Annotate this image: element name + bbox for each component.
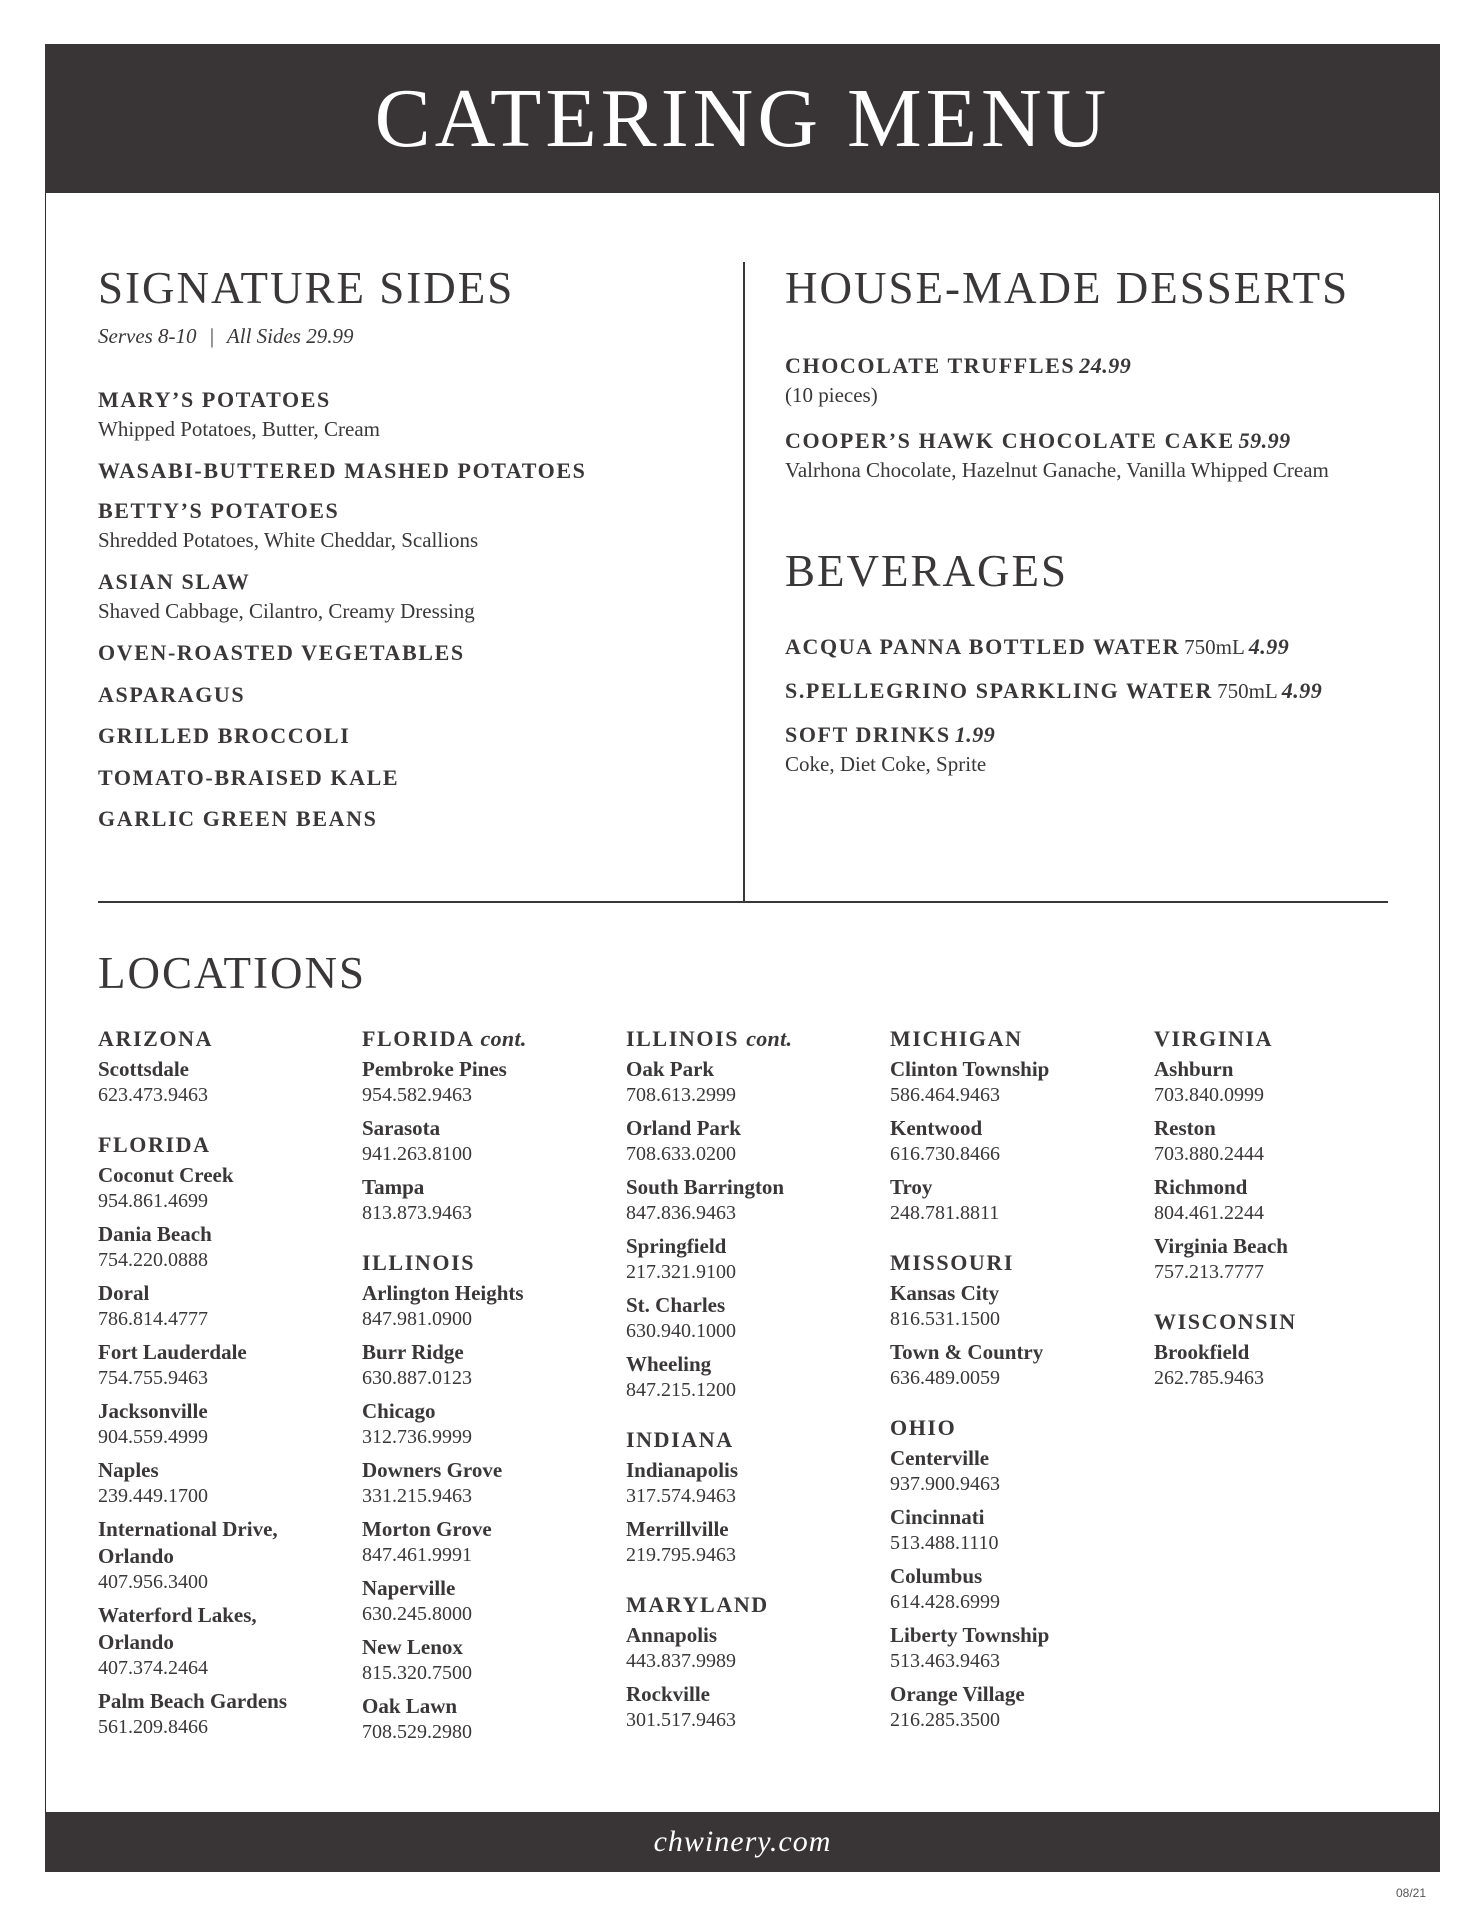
location-entry — [626, 1622, 886, 1674]
city-name: Burr Ridge — [362, 1340, 464, 1364]
state-name: MARYLAND — [626, 1592, 769, 1617]
header-banner — [45, 44, 1440, 193]
phone-number[interactable]: 630.940.1000 — [626, 1320, 736, 1342]
locations-heading: LOCATIONS — [98, 948, 367, 998]
location-entry — [362, 1634, 622, 1686]
dessert-item-desc: (10 pieces) — [785, 383, 878, 407]
location-entry — [362, 1693, 622, 1745]
sides-item — [98, 723, 350, 749]
location-entry — [98, 1688, 358, 1740]
phone-number[interactable]: 847.836.9463 — [626, 1202, 736, 1224]
city-name: Rockville — [626, 1682, 710, 1706]
state-name: MICHIGAN — [890, 1026, 1023, 1051]
city-name: Fort Lauderdale — [98, 1340, 247, 1364]
city-name: New Lenox — [362, 1635, 463, 1659]
location-entry — [98, 1221, 358, 1273]
location-entry — [1154, 1233, 1414, 1285]
location-entry — [626, 1115, 886, 1167]
signature-sides-heading: SIGNATURE SIDES — [98, 263, 515, 313]
city-name: Arlington Heights — [362, 1281, 524, 1305]
location-entry — [890, 1174, 1150, 1226]
dessert-item-price: 59.99 — [1238, 428, 1291, 453]
phone-number[interactable]: 407.956.3400 — [98, 1571, 208, 1593]
website-link[interactable]: chwinery.com — [653, 1825, 832, 1858]
dessert-item-name: CHOCOLATE TRUFFLES — [785, 353, 1076, 378]
location-entry — [362, 1575, 622, 1627]
location-entry — [890, 1504, 1150, 1556]
locations-column — [890, 1026, 1150, 1740]
phone-number[interactable]: 561.209.8466 — [98, 1716, 208, 1738]
city-name: Coconut Creek — [98, 1163, 234, 1187]
state-heading — [626, 1026, 886, 1052]
location-entry — [98, 1056, 358, 1108]
city-name: Naperville — [362, 1576, 456, 1600]
beverage-item — [785, 678, 1322, 704]
phone-number[interactable]: 616.730.8466 — [890, 1143, 1000, 1165]
city-name: Waterford Lakes, — [98, 1603, 257, 1627]
phone-number[interactable]: 904.559.4999 — [98, 1426, 208, 1448]
state-heading — [98, 1026, 358, 1052]
city-name: Orange Village — [890, 1682, 1025, 1706]
sides-item-name: ASPARAGUS — [98, 682, 246, 707]
sides-item — [98, 682, 245, 708]
city-name: Oak Lawn — [362, 1694, 458, 1718]
city-name: Ashburn — [1154, 1057, 1234, 1081]
phone-number[interactable]: 312.736.9999 — [362, 1426, 472, 1448]
footer-banner — [45, 1812, 1440, 1872]
city-name: Annapolis — [626, 1623, 718, 1647]
page-title: CATERING MENU — [374, 72, 1111, 165]
beverages-heading: BEVERAGES — [785, 546, 1069, 596]
city-name: Centerville — [890, 1446, 990, 1470]
location-entry — [890, 1339, 1150, 1391]
phone-number[interactable]: 954.861.4699 — [98, 1190, 208, 1212]
phone-number[interactable]: 816.531.1500 — [890, 1308, 1000, 1330]
phone-number[interactable]: 630.245.8000 — [362, 1603, 472, 1625]
city-name: Indianapolis — [626, 1458, 739, 1482]
location-entry — [1154, 1056, 1414, 1108]
sides-item-name: MARY’S POTATOES — [98, 387, 331, 412]
phone-number[interactable]: 815.320.7500 — [362, 1662, 472, 1684]
phone-number[interactable]: 954.582.9463 — [362, 1084, 472, 1106]
beverage-item — [785, 722, 995, 779]
state-heading — [1154, 1309, 1414, 1335]
city-name: Pembroke Pines — [362, 1057, 507, 1081]
phone-number[interactable]: 847.461.9991 — [362, 1544, 472, 1566]
beverage-item — [785, 634, 1289, 660]
locations-column — [362, 1026, 622, 1752]
location-entry — [890, 1280, 1150, 1332]
location-entry — [362, 1115, 622, 1167]
phone-number[interactable]: 586.464.9463 — [890, 1084, 1000, 1106]
state-continued: cont. — [480, 1026, 527, 1051]
location-entry — [1154, 1174, 1414, 1226]
city-name: Sarasota — [362, 1116, 441, 1140]
city-name: Palm Beach Gardens — [98, 1689, 287, 1713]
state-name: WISCONSIN — [1154, 1309, 1297, 1334]
city-name: Wheeling — [626, 1352, 712, 1376]
city-name: Kansas City — [890, 1281, 1000, 1305]
locations-column — [626, 1026, 886, 1740]
state-heading — [890, 1250, 1150, 1276]
city-name: Columbus — [890, 1564, 983, 1588]
location-entry — [98, 1398, 358, 1450]
city-name: Tampa — [362, 1175, 425, 1199]
city-name: Clinton Township — [890, 1057, 1050, 1081]
location-entry — [98, 1457, 358, 1509]
phone-number[interactable]: 262.785.9463 — [1154, 1367, 1264, 1389]
sides-item-name: OVEN-ROASTED VEGETABLES — [98, 640, 465, 665]
state-name: FLORIDA — [362, 1026, 474, 1051]
column-divider — [743, 262, 745, 902]
sides-item — [98, 458, 586, 484]
location-entry — [626, 1351, 886, 1403]
location-entry — [890, 1445, 1150, 1497]
phone-number[interactable]: 217.321.9100 — [626, 1261, 736, 1283]
phone-number[interactable]: 754.755.9463 — [98, 1367, 208, 1389]
phone-number[interactable]: 847.215.1200 — [626, 1379, 736, 1401]
city-name: Virginia Beach — [1154, 1234, 1288, 1258]
beverage-item-price: 4.99 — [1281, 678, 1323, 703]
location-entry — [98, 1280, 358, 1332]
beverage-item-name: S.PELLEGRINO SPARKLING WATER — [785, 678, 1214, 703]
state-name: OHIO — [890, 1415, 957, 1440]
city-name: Troy — [890, 1175, 933, 1199]
sides-item-name: GRILLED BROCCOLI — [98, 723, 351, 748]
section-divider — [98, 901, 1388, 903]
city-name: Dania Beach — [98, 1222, 212, 1246]
sides-price-note: All Sides 29.99 — [226, 324, 354, 348]
city-name-line2: Orlando — [98, 1630, 174, 1654]
state-heading — [1154, 1026, 1414, 1052]
location-entry — [626, 1516, 886, 1568]
sides-item — [98, 765, 399, 791]
location-entry — [626, 1457, 886, 1509]
phone-number[interactable]: 219.795.9463 — [626, 1544, 736, 1566]
location-entry — [362, 1339, 622, 1391]
sides-item-name: WASABI-BUTTERED MASHED POTATOES — [98, 458, 587, 483]
city-name: Merrillville — [626, 1517, 729, 1541]
dessert-item-desc: Valrhona Chocolate, Hazelnut Ganache, Vanilla Whipped Cream — [785, 458, 1329, 482]
phone-number[interactable]: 786.814.4777 — [98, 1308, 208, 1330]
dessert-item — [785, 428, 1329, 485]
location-entry — [362, 1280, 622, 1332]
desserts-heading: HOUSE-MADE DESSERTS — [785, 263, 1350, 313]
location-entry — [626, 1056, 886, 1108]
location-entry — [362, 1516, 622, 1568]
city-name: Orland Park — [626, 1116, 741, 1140]
city-name: Richmond — [1154, 1175, 1248, 1199]
locations-column — [1154, 1026, 1414, 1398]
sides-item-name: ASIAN SLAW — [98, 569, 251, 594]
location-entry — [362, 1174, 622, 1226]
phone-number[interactable]: 331.215.9463 — [362, 1485, 472, 1507]
dessert-item-name: COOPER’S HAWK CHOCOLATE CAKE — [785, 428, 1235, 453]
sides-item — [98, 806, 377, 832]
phone-number[interactable]: 630.887.0123 — [362, 1367, 472, 1389]
location-entry — [98, 1162, 358, 1214]
state-heading — [890, 1415, 1150, 1441]
city-name: Jacksonville — [98, 1399, 208, 1423]
city-name: Reston — [1154, 1116, 1216, 1140]
state-name: ILLINOIS — [626, 1026, 740, 1051]
location-entry — [626, 1233, 886, 1285]
location-entry — [890, 1563, 1150, 1615]
phone-number[interactable]: 708.613.2999 — [626, 1084, 736, 1106]
state-heading — [626, 1427, 886, 1453]
location-entry — [890, 1622, 1150, 1674]
location-entry — [98, 1602, 358, 1681]
city-name: Scottsdale — [98, 1057, 189, 1081]
phone-number[interactable]: 703.840.0999 — [1154, 1084, 1264, 1106]
phone-number[interactable]: 804.461.2244 — [1154, 1202, 1264, 1224]
location-entry — [98, 1516, 358, 1595]
beverage-item-size: 750mL — [1184, 635, 1245, 659]
phone-number[interactable]: 703.880.2444 — [1154, 1143, 1264, 1165]
city-name: Kentwood — [890, 1116, 983, 1140]
sides-item — [98, 498, 478, 555]
phone-number[interactable]: 443.837.9989 — [626, 1650, 736, 1672]
location-entry — [890, 1115, 1150, 1167]
location-entry — [1154, 1115, 1414, 1167]
beverage-item-price: 1.99 — [954, 722, 996, 747]
city-name: International Drive, — [98, 1517, 278, 1541]
location-entry — [890, 1056, 1150, 1108]
city-name: Springfield — [626, 1234, 727, 1258]
beverage-item-desc: Coke, Diet Coke, Sprite — [785, 752, 987, 776]
phone-number[interactable]: 216.285.3500 — [890, 1709, 1000, 1731]
sides-item-name: TOMATO-BRAISED KALE — [98, 765, 400, 790]
sides-separator: | — [209, 324, 215, 348]
phone-number[interactable]: 636.489.0059 — [890, 1367, 1000, 1389]
location-entry — [626, 1681, 886, 1733]
sides-item-desc: Whipped Potatoes, Butter, Cream — [98, 417, 381, 441]
city-name: Cincinnati — [890, 1505, 985, 1529]
state-name: ARIZONA — [98, 1026, 214, 1051]
phone-number[interactable]: 937.900.9463 — [890, 1473, 1000, 1495]
state-name: ILLINOIS — [362, 1250, 476, 1275]
state-name: MISSOURI — [890, 1250, 1015, 1275]
state-name: INDIANA — [626, 1427, 734, 1452]
city-name-line2: Orlando — [98, 1544, 174, 1568]
phone-number[interactable]: 614.428.6999 — [890, 1591, 1000, 1613]
location-entry — [362, 1398, 622, 1450]
location-entry — [626, 1174, 886, 1226]
city-name: Morton Grove — [362, 1517, 492, 1541]
beverage-item-size: 750mL — [1217, 679, 1278, 703]
city-name: Naples — [98, 1458, 159, 1482]
phone-number[interactable]: 754.220.0888 — [98, 1249, 208, 1271]
city-name: Brookfield — [1154, 1340, 1250, 1364]
phone-number[interactable]: 708.633.0200 — [626, 1143, 736, 1165]
sides-item — [98, 640, 465, 666]
phone-number[interactable]: 248.781.8811 — [890, 1202, 1000, 1224]
phone-number[interactable]: 708.529.2980 — [362, 1721, 472, 1743]
state-heading — [890, 1026, 1150, 1052]
city-name: Doral — [98, 1281, 150, 1305]
city-name: Downers Grove — [362, 1458, 503, 1482]
state-continued: cont. — [746, 1026, 793, 1051]
locations-column — [98, 1026, 358, 1747]
sides-item-name: GARLIC GREEN BEANS — [98, 806, 378, 831]
beverage-item-name: SOFT DRINKS — [785, 722, 951, 747]
city-name: St. Charles — [626, 1293, 726, 1317]
location-entry — [362, 1056, 622, 1108]
phone-number[interactable]: 239.449.1700 — [98, 1485, 208, 1507]
city-name: Town & Country — [890, 1340, 1044, 1364]
location-entry — [626, 1292, 886, 1344]
version-code: 08/21 — [1395, 1886, 1426, 1900]
phone-number[interactable]: 757.213.7777 — [1154, 1261, 1264, 1283]
dessert-item-price: 24.99 — [1079, 353, 1132, 378]
phone-number[interactable]: 847.981.0900 — [362, 1308, 472, 1330]
city-name: Liberty Township — [890, 1623, 1050, 1647]
sides-item — [98, 569, 475, 626]
city-name: Oak Park — [626, 1057, 715, 1081]
phone-number[interactable]: 317.574.9463 — [626, 1485, 736, 1507]
sides-item-name: BETTY’S POTATOES — [98, 498, 340, 523]
phone-number[interactable]: 813.873.9463 — [362, 1202, 472, 1224]
city-name: Chicago — [362, 1399, 436, 1423]
location-entry — [362, 1457, 622, 1509]
sides-subtitle — [98, 324, 353, 349]
sides-item-desc: Shredded Potatoes, White Cheddar, Scallions — [98, 528, 479, 552]
phone-number[interactable]: 513.463.9463 — [890, 1650, 1000, 1672]
state-heading — [626, 1592, 886, 1618]
state-heading — [362, 1250, 622, 1276]
phone-number[interactable]: 407.374.2464 — [98, 1657, 208, 1679]
state-heading — [362, 1026, 622, 1052]
city-name: South Barrington — [626, 1175, 785, 1199]
phone-number[interactable]: 941.263.8100 — [362, 1143, 472, 1165]
beverage-item-price: 4.99 — [1248, 634, 1290, 659]
beverage-item-name: ACQUA PANNA BOTTLED WATER — [785, 634, 1181, 659]
location-entry — [98, 1339, 358, 1391]
phone-number[interactable]: 623.473.9463 — [98, 1084, 208, 1106]
phone-number[interactable]: 301.517.9463 — [626, 1709, 736, 1731]
phone-number[interactable]: 513.488.1110 — [890, 1532, 999, 1554]
sides-item — [98, 387, 380, 444]
sides-item-desc: Shaved Cabbage, Cilantro, Creamy Dressing — [98, 599, 475, 623]
state-name: VIRGINIA — [1154, 1026, 1274, 1051]
state-name: FLORIDA — [98, 1132, 211, 1157]
dessert-item — [785, 353, 1131, 410]
location-entry — [1154, 1339, 1414, 1391]
state-heading — [98, 1132, 358, 1158]
sides-serves: Serves 8-10 — [98, 324, 197, 348]
location-entry — [890, 1681, 1150, 1733]
